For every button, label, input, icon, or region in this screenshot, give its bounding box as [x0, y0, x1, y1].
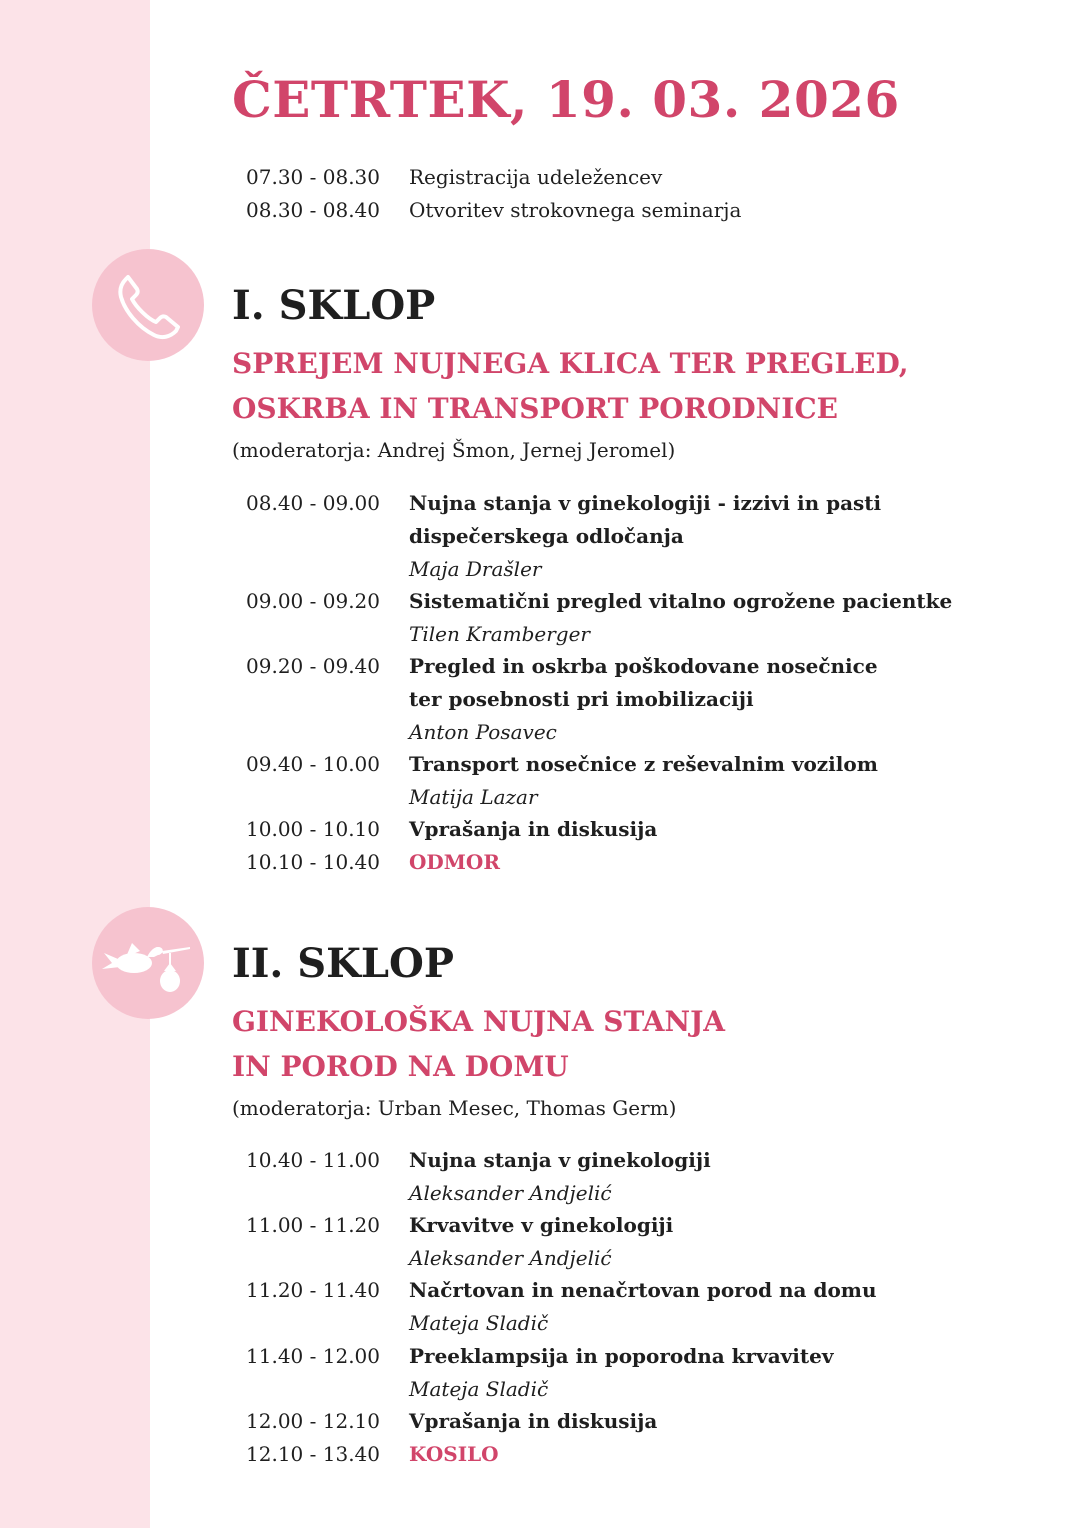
session-title: Nujna stanja v ginekologiji - izzivi in pasti dispečerskega odločanja	[409, 491, 882, 548]
session-time: 08.30 - 08.40	[246, 198, 380, 222]
session-title: Sistematični pregled vitalno ogrožene pacientke	[409, 589, 953, 613]
session-speaker: Maja Drašler	[409, 557, 542, 581]
session-title: Registracija udeležencev	[409, 165, 663, 189]
session-title: Krvavitve v ginekologiji	[409, 1213, 674, 1237]
session-detail	[409, 585, 969, 651]
page-title: ČETRTEK, 19. 03. 2026	[232, 70, 900, 129]
session-time: 11.00 - 11.20	[246, 1213, 380, 1237]
session-detail	[409, 813, 929, 846]
session-speaker: Tilen Kramberger	[409, 622, 590, 646]
session-time: 08.40 - 09.00	[246, 491, 380, 515]
session-time: 09.40 - 10.00	[246, 752, 380, 776]
break-label: ODMOR	[409, 850, 500, 874]
session-speaker: Matija Lazar	[409, 785, 538, 809]
session-speaker: Mateja Sladič	[409, 1377, 549, 1401]
session-time: 07.30 - 08.30	[246, 165, 380, 189]
sidebar-band	[0, 0, 150, 1528]
block-subtitle: SPREJEM NUJNEGA KLICA TER PREGLED, OSKRBA IN TRANSPORT PORODNICE	[232, 347, 909, 425]
session-detail	[409, 748, 929, 814]
session-detail	[409, 1209, 929, 1275]
session-time: 11.40 - 12.00	[246, 1344, 380, 1368]
session-time: 10.00 - 10.10	[246, 817, 380, 841]
block-title: I. SKLOP	[232, 282, 436, 329]
stork-icon	[92, 907, 204, 1019]
break-time: 10.10 - 10.40	[246, 850, 380, 874]
session-time: 12.00 - 12.10	[246, 1409, 380, 1433]
session-speaker: Aleksander Andjelić	[409, 1181, 612, 1205]
session-title: Vprašanja in diskusija	[409, 817, 658, 841]
session-detail	[409, 1405, 929, 1438]
session-title: Vprašanja in diskusija	[409, 1409, 658, 1433]
session-detail	[409, 650, 909, 749]
block-moderators: (moderatorja: Urban Mesec, Thomas Germ)	[232, 1096, 677, 1120]
phone-icon	[92, 249, 204, 361]
block-subtitle: GINEKOLOŠKA NUJNA STANJA IN POROD NA DOMU	[232, 1005, 726, 1083]
session-detail	[409, 1340, 929, 1406]
session-time: 10.40 - 11.00	[246, 1148, 380, 1172]
block-moderators: (moderatorja: Andrej Šmon, Jernej Jeromel)	[232, 438, 676, 462]
session-time: 11.20 - 11.40	[246, 1278, 380, 1302]
session-speaker: Anton Posavec	[409, 720, 557, 744]
session-time: 09.20 - 09.40	[246, 654, 380, 678]
session-detail	[409, 1144, 929, 1210]
session-title: Transport nosečnice z reševalnim vozilom	[409, 752, 878, 776]
session-time: 09.00 - 09.20	[246, 589, 380, 613]
session-title: Preeklampsija in poporodna krvavitev	[409, 1344, 834, 1368]
session-speaker: Mateja Sladič	[409, 1311, 549, 1335]
session-speaker: Aleksander Andjelić	[409, 1246, 612, 1270]
break-time: 12.10 - 13.40	[246, 1442, 380, 1466]
session-title: Nujna stanja v ginekologiji	[409, 1148, 711, 1172]
session-detail	[409, 487, 929, 586]
block-title: II. SKLOP	[232, 940, 454, 987]
session-detail	[409, 1274, 929, 1340]
session-title: Načrtovan in nenačrtovan porod na domu	[409, 1278, 877, 1302]
break-label: KOSILO	[409, 1442, 499, 1466]
session-title: Otvoritev strokovnega seminarja	[409, 198, 742, 222]
session-title: Pregled in oskrba poškodovane nosečnice ter posebnosti pri imobilizaciji	[409, 654, 878, 711]
